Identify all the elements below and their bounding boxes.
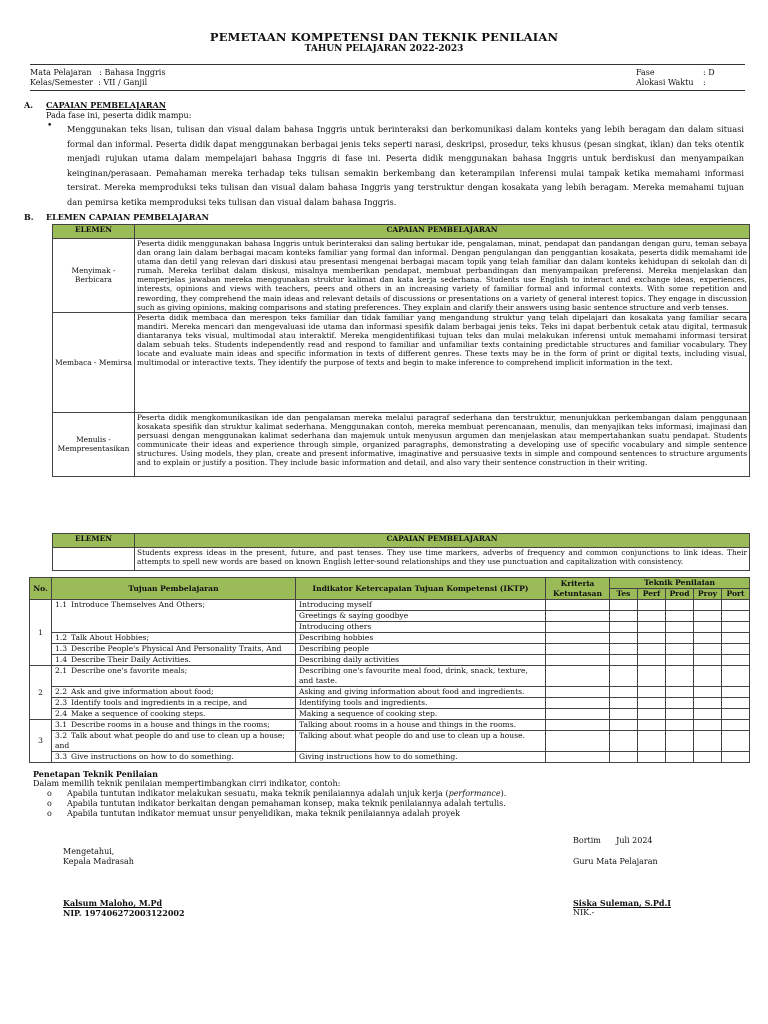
tujuan-number: 3.1 xyxy=(55,720,68,729)
teknik-cell xyxy=(638,611,666,622)
kriteria-cell xyxy=(546,600,610,611)
kriteria-cell xyxy=(546,644,610,655)
tujuan-number: 1.4 xyxy=(55,655,68,664)
teknik-cell xyxy=(722,611,750,622)
tujuan-text: Describe People's Physical And Personality Traits, And xyxy=(71,644,282,653)
page-title: PEMETAAN KOMPETENSI DAN TEKNIK PENILAIAN xyxy=(209,30,559,44)
teknik-cell xyxy=(694,655,722,666)
teknik-cell xyxy=(694,644,722,655)
tujuan-text: Talk about what people do and use to clean up a house; and xyxy=(55,731,285,750)
kriteria-cell xyxy=(546,752,610,763)
section-a-heading: CAPAIAN PEMBELAJARAN xyxy=(46,100,167,110)
teknik-cell xyxy=(722,666,750,687)
indikator-cell: Identifying tools and ingredients. xyxy=(296,698,546,709)
penetapan-block xyxy=(33,769,733,819)
kriteria-cell xyxy=(546,633,610,644)
tujuan-cell xyxy=(52,709,296,720)
tt-header-tes: Tes xyxy=(610,589,638,600)
cp-text-cell: Peserta didik menggunakan bahasa Inggris untuk berinteraksi dan saling bertukar ide, pengalaman, minat, pendapat dan pandangan dengan guru, teman sebaya dan orang lain dalam berbagai macam konteks familiar yang formal dan informal. Dengan pengulangan dan penggantian kosakata, peserta didik memahami ide utama dan detil yang relevan dari diskusi atau presentasi mengenai berbagai macam topik yang telah familiar dan dalam konteks kehidupan di sekolah dan di rumah. Mereka terlibat dalam diskusi, misalnya memberikan pendapat, membuat perbandingan dan menyampaikan preferensi. Mereka menjelaskan dan memperjelas jawaban mereka menggunakan struktur kalimat dan kata kerja sederhana. Students use English to interact and exchange ideas, experiences, interests, opinions and views with teachers, peers and others in an increasing variety of familiar formal and informal contexts. With some repetition and rewording, they comprehend the main ideas and relevant details of discussions or presentations on a variety of general interest topics. They engage in discussion such as giving opinions, making comparisons and stating preferences. They explain and clarify their answers using basic sentence structure and verb tenses. xyxy=(135,239,750,313)
tujuan-text: Describe rooms in a house and things in the rooms; xyxy=(71,720,270,729)
tujuan-text: Make a sequence of cooking steps. xyxy=(71,709,206,718)
cp-elemen-cell: Menulis - Mempresentasikan xyxy=(53,412,135,476)
teknik-cell xyxy=(610,709,638,720)
teknik-cell xyxy=(610,622,638,633)
teknik-cell xyxy=(610,698,638,709)
indikator-cell: Talking about what people do and use to clean up a house. xyxy=(296,731,546,752)
teknik-cell xyxy=(694,687,722,698)
cp-table-header-elemen: ELEMEN xyxy=(53,225,135,239)
teknik-cell xyxy=(722,633,750,644)
cp-table xyxy=(52,224,750,477)
teknik-cell xyxy=(666,655,694,666)
cp2-text-cell: Students express ideas in the present, future, and past tenses. They use time markers, adverbs of frequency and common conjunctions to link ideas. Their attempts to spell new words are based on known English letter-sound relationships and they use punctuation and capitalization with consistency. xyxy=(135,548,750,571)
tujuan-row xyxy=(30,731,750,752)
cp2-elemen-cell xyxy=(53,548,135,571)
tujuan-cell xyxy=(52,655,296,666)
teknik-cell xyxy=(666,633,694,644)
tujuan-text: Give instructions on how to do something. xyxy=(71,752,234,761)
cp-text-cell: Peserta didik mengkomunikasikan ide dan pengalaman mereka melalui paragraf sederhana dan terstruktur, menunjukkan perkembangan dalam penggunaan kosakata spesifik dan struktur kalimat sederhana. Menggunakan contoh, mereka membuat perencanaan, menulis, dan menyajikan teks informasi, imajinasi dan persuasi dengan menggunakan kalimat sederhana dan majemuk untuk menyusun argumen dan menjelaskan atau mempertahankan suatu pendapat. Students communicate their ideas and experience through simple, organized paragraphs, demonstrating a developing use of specific vocabulary and simple sentence structures. Using models, they plan, create and present informative, imaginative and persuasive texts in simple and compound sentences to structure arguments and to explain or justify a position. They include basic information and detail, and also vary their sentence construction in their writing. xyxy=(135,412,750,476)
meta-kelas: Kelas/Semester : VII / Ganjil xyxy=(30,78,148,87)
indikator-cell: Describing daily activities xyxy=(296,655,546,666)
teknik-cell xyxy=(666,731,694,752)
teknik-cell xyxy=(666,666,694,687)
indikator-cell: Asking and giving information about food and ingredients. xyxy=(296,687,546,698)
section-b-heading: ELEMEN CAPAIAN PEMBELAJARAN xyxy=(46,212,209,222)
teknik-cell xyxy=(666,698,694,709)
penetapan-item: o Apabila tuntutan indikator memuat unsur penyelidikan, maka teknik penilaiannya adalah proyek xyxy=(33,809,733,819)
cp2-header-cp: CAPAIAN PEMBELAJARAN xyxy=(135,534,750,548)
cp-row xyxy=(53,312,750,412)
tujuan-number: 2.3 xyxy=(55,698,68,707)
teknik-cell xyxy=(722,731,750,752)
tujuan-row xyxy=(30,720,750,731)
teknik-cell xyxy=(638,655,666,666)
mengetahui-label: Mengetahui, xyxy=(63,847,115,856)
tujuan-cell xyxy=(52,633,296,644)
indikator-cell: Describing people xyxy=(296,644,546,655)
tujuan-row xyxy=(30,752,750,763)
guru-label: Guru Mata Pelajaran xyxy=(573,857,658,866)
teknik-cell xyxy=(610,687,638,698)
meta-alokasi-label: Alokasi Waktu xyxy=(636,78,694,87)
teknik-cell xyxy=(638,687,666,698)
teknik-cell xyxy=(610,600,638,611)
indikator-cell: Greetings & saying goodbye xyxy=(296,611,546,622)
row-number: 2 xyxy=(30,666,52,720)
penetapan-item: o Apabila tuntutan indikator melakukan sesuatu, maka teknik penilaiannya adalah unjuk kerja (performance). xyxy=(33,789,733,799)
kriteria-cell xyxy=(546,622,610,633)
teknik-cell xyxy=(694,698,722,709)
tujuan-number: 1.3 xyxy=(55,644,68,653)
indikator-cell: Introducing myself xyxy=(296,600,546,611)
cp-row xyxy=(53,239,750,313)
tt-header-tp: Tujuan Pembelajaran xyxy=(52,578,296,600)
tujuan-number: 1.2 xyxy=(55,633,68,642)
teknik-cell xyxy=(694,600,722,611)
tujuan-text: Describe Their Daily Activities. xyxy=(71,655,191,664)
tt-header-perf: Perf xyxy=(638,589,666,600)
kriteria-cell xyxy=(546,709,610,720)
indikator-cell: Giving instructions how to do something. xyxy=(296,752,546,763)
teknik-cell xyxy=(722,687,750,698)
teknik-cell xyxy=(666,720,694,731)
teknik-cell xyxy=(722,709,750,720)
teknik-cell xyxy=(638,666,666,687)
indikator-cell: Describing one's favourite meal food, drink, snack, texture, and taste. xyxy=(296,666,546,687)
tujuan-number: 2.4 xyxy=(55,709,68,718)
indikator-cell: Talking about rooms in a house and things in the rooms. xyxy=(296,720,546,731)
teknik-cell xyxy=(666,709,694,720)
teknik-cell xyxy=(610,720,638,731)
tujuan-text: Ask and give information about food; xyxy=(71,687,214,696)
teknik-cell xyxy=(666,752,694,763)
kriteria-cell xyxy=(546,731,610,752)
tujuan-number: 1.1 xyxy=(55,600,68,609)
place-date: Bortim Juli 2024 xyxy=(573,836,653,845)
teknik-cell xyxy=(694,666,722,687)
indikator-cell: Introducing others xyxy=(296,622,546,633)
teknik-cell xyxy=(610,633,638,644)
bullet-icon: • xyxy=(47,121,53,131)
tujuan-cell xyxy=(52,752,296,763)
teknik-cell xyxy=(722,600,750,611)
teknik-cell xyxy=(694,731,722,752)
teknik-cell xyxy=(638,731,666,752)
cp-row xyxy=(53,412,750,476)
tt-header-proy: Proy xyxy=(694,589,722,600)
penetapan-heading: Penetapan Teknik Penilaian xyxy=(33,769,158,779)
tt-header-kriteria: Kriteria Ketuntasan xyxy=(546,578,610,600)
tujuan-table xyxy=(29,577,750,763)
tujuan-cell xyxy=(52,731,296,752)
teknik-cell xyxy=(610,731,638,752)
section-a-intro: Pada fase ini, peserta didik mampu: xyxy=(46,111,192,120)
tujuan-cell xyxy=(52,698,296,709)
tujuan-cell xyxy=(52,687,296,698)
teknik-cell xyxy=(722,720,750,731)
tujuan-text: Introduce Themselves And Others; xyxy=(71,600,206,609)
kepala-label: Kepala Madrasah xyxy=(63,857,134,866)
teknik-cell xyxy=(666,611,694,622)
kriteria-cell xyxy=(546,666,610,687)
cp-text-cell: Peserta didik membaca dan merespon teks familiar dan tidak familiar yang mengandung struktur yang telah dipelajari dan kosakata yang familiar secara mandiri. Mereka mencari dan mengevaluasi ide utama dan informasi spesifik dalam berbagai jenis teks. Teks ini dapat berbentuk cetak atau digital, termasuk diantaranya teks visual, multimodal atau interaktif. Mereka mengidentifikasi tujuan teks dan mulai melakukan inferensi untuk memahami informasi tersirat dalam sebuah teks. Students independently read and respond to familiar and unfamiliar texts containing predictable structures and familiar vocabulary. They locate and evaluate main ideas and specific information in texts of different genres. These texts may be in the form of print or digital texts, including visual, multimodal or interactive texts. They identify the purpose of texts and begin to make inference to comprehend implicit information in the text. xyxy=(135,312,750,412)
teknik-cell xyxy=(638,622,666,633)
teknik-cell xyxy=(638,698,666,709)
tujuan-cell xyxy=(52,600,296,633)
meta-divider xyxy=(30,90,745,91)
teknik-cell xyxy=(722,622,750,633)
teknik-cell xyxy=(666,600,694,611)
meta-alokasi-value: : xyxy=(703,78,706,87)
teknik-cell xyxy=(638,633,666,644)
penetapan-item: o Apabila tuntutan indikator berkaitan dengan pemahaman konsep, maka teknik penilaiannya adalah tertulis. xyxy=(33,799,733,809)
header-divider xyxy=(30,64,745,65)
row-number: 3 xyxy=(30,720,52,763)
teknik-cell xyxy=(610,666,638,687)
teknik-cell xyxy=(694,752,722,763)
teknik-cell xyxy=(694,622,722,633)
kriteria-cell xyxy=(546,687,610,698)
section-b-letter: B. xyxy=(24,212,34,222)
kepala-nip: NIP. 197406272003122002 xyxy=(63,908,185,918)
teknik-cell xyxy=(694,720,722,731)
tt-header-teknik: Teknik Penilaian xyxy=(610,578,750,589)
tujuan-cell xyxy=(52,644,296,655)
guru-name: Siska Suleman, S.Pd.I xyxy=(573,898,672,908)
tujuan-row xyxy=(30,666,750,687)
indikator-cell: Describing hobbies xyxy=(296,633,546,644)
cp-elemen-cell: Menyimak - Berbicara xyxy=(53,239,135,313)
tujuan-row xyxy=(30,644,750,655)
tt-header-port: Port xyxy=(722,589,750,600)
tujuan-text: Describe one's favorite meals; xyxy=(71,666,188,675)
teknik-cell xyxy=(610,752,638,763)
cp2-row xyxy=(53,548,750,571)
tujuan-row xyxy=(30,709,750,720)
teknik-cell xyxy=(638,600,666,611)
teknik-cell xyxy=(638,644,666,655)
meta-mapel: Mata Pelajaran : Bahasa Inggris xyxy=(30,68,166,77)
section-a-letter: A. xyxy=(24,100,33,110)
tujuan-cell xyxy=(52,666,296,687)
tujuan-row xyxy=(30,687,750,698)
meta-fase-label: Fase xyxy=(636,68,655,77)
row-number: 1 xyxy=(30,600,52,666)
teknik-cell xyxy=(638,709,666,720)
tujuan-text: Talk About Hobbies; xyxy=(71,633,150,642)
teknik-cell xyxy=(722,655,750,666)
tujuan-number: 2.1 xyxy=(55,666,68,675)
teknik-cell xyxy=(610,611,638,622)
teknik-cell xyxy=(722,752,750,763)
section-a-bullet: Menggunakan teks lisan, tulisan dan visual dalam bahasa Inggris untuk berinteraksi dan berkomunikasi dalam konteks yang lebih beragam dan dalam situasi formal dan informal. Peserta didik dapat menggunakan berbagai jenis teks seperti narasi, deskripsi, prosedur, teks khusus (pesan singkat, iklan) dan teks otentik menjadi rujukan utama dalam mempelajari bahasa Inggris di fase ini. Peserta didik menggunakan bahasa Inggris untuk berdiskusi dan menyampaikan keinginan/perasaan. Pemahaman mereka terhadap teks tulisan semakin berkembang dan keterampilan inferensi mulai tampak ketika memahami informasi tersirat. Mereka memproduksi teks tulisan dan visual dalam bahasa Inggris yang terstruktur dengan kosakata yang lebih beragam. Mereka memahami tujuan dan pemirsa ketika memproduksi teks tulisan dan visual dalam bahasa Inggris. xyxy=(67,124,744,207)
tt-header-prod: Prod xyxy=(666,589,694,600)
kriteria-cell xyxy=(546,698,610,709)
tujuan-number: 3.2 xyxy=(55,731,68,740)
teknik-cell xyxy=(638,752,666,763)
kriteria-cell xyxy=(546,611,610,622)
indikator-cell: Making a sequence of cooking step. xyxy=(296,709,546,720)
tujuan-cell xyxy=(52,720,296,731)
tujuan-row xyxy=(30,655,750,666)
guru-nik: NIK.- xyxy=(573,908,595,917)
teknik-cell xyxy=(694,611,722,622)
tujuan-row xyxy=(30,600,750,611)
tujuan-number: 2.2 xyxy=(55,687,68,696)
teknik-cell xyxy=(638,720,666,731)
tujuan-number: 3.3 xyxy=(55,752,68,761)
tujuan-text: Identify tools and ingredients in a recipe, and xyxy=(71,698,248,707)
cp-elemen-cell: Membaca - Memirsa xyxy=(53,312,135,412)
page-subtitle: TAHUN PELAJARAN 2022-2023 xyxy=(304,44,464,54)
teknik-cell xyxy=(694,633,722,644)
tt-header-iktp: Indikator Ketercapaian Tujuan Kompetensi (IKTP) xyxy=(296,578,546,600)
tt-header-no: No. xyxy=(30,578,52,600)
kepala-name: Kalsum Maloho, M.Pd xyxy=(63,898,163,908)
teknik-cell xyxy=(666,644,694,655)
teknik-cell xyxy=(722,698,750,709)
teknik-cell xyxy=(610,655,638,666)
kriteria-cell xyxy=(546,655,610,666)
penetapan-intro: Dalam memilih teknik penilaian mempertimbangkan cirri indikator, contoh: xyxy=(33,779,341,788)
teknik-cell xyxy=(666,622,694,633)
cp-table-header-cp: CAPAIAN PEMBELAJARAN xyxy=(135,225,750,239)
teknik-cell xyxy=(610,644,638,655)
teknik-cell xyxy=(666,687,694,698)
cp-table-continued xyxy=(52,533,750,571)
cp2-header-elemen: ELEMEN xyxy=(53,534,135,548)
kriteria-cell xyxy=(546,720,610,731)
tujuan-row xyxy=(30,698,750,709)
teknik-cell xyxy=(694,709,722,720)
meta-fase-value: : D xyxy=(703,68,715,77)
tujuan-row xyxy=(30,633,750,644)
teknik-cell xyxy=(722,644,750,655)
